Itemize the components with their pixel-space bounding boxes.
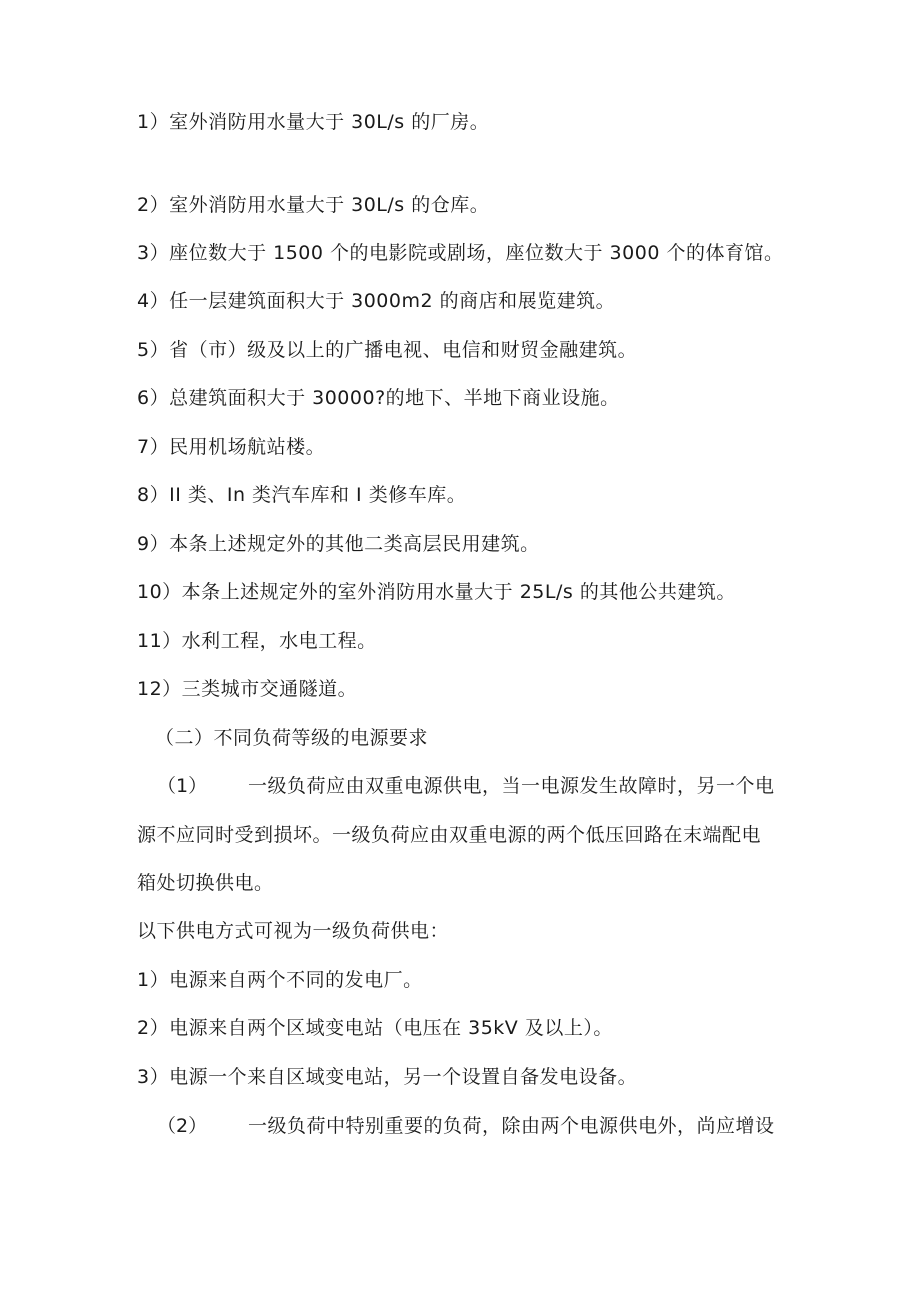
paragraph-line: 箱处切换供电。	[137, 872, 274, 894]
intro-text: 以下供电方式可视为一级负荷供电：	[137, 920, 450, 942]
list-item: 3）座位数大于 1500 个的电影院或剧场，座位数大于 3000 个的体育馆。	[137, 242, 784, 264]
list-item: 9）本条上述规定外的其他二类高层民用建筑。	[137, 533, 540, 555]
list-item: 6）总建筑面积大于 30000?的地下、半地下商业设施。	[137, 387, 620, 409]
paragraph-number: （1）	[157, 775, 208, 797]
list-item: 3）电源一个来自区域变电站，另一个设置自备发电设备。	[137, 1066, 638, 1088]
list-item: 7）民用机场航站楼。	[137, 436, 326, 458]
list-item: 1）室外消防用水量大于 30L/s 的厂房。	[137, 111, 490, 133]
paragraph-line: 源不应同时受到损坏。一级负荷应由双重电源的两个低压回路在末端配电	[137, 824, 762, 846]
list-item: 2）室外消防用水量大于 30L/s 的仓库。	[137, 194, 490, 216]
list-item: 5）省（市）级及以上的广播电视、电信和财贸金融建筑。	[137, 339, 638, 361]
paragraph-line: 一级负荷中特别重要的负荷，除由两个电源供电外，尚应增设	[248, 1115, 775, 1137]
list-item: 4）任一层建筑面积大于 3000m2 的商店和展览建筑。	[137, 290, 616, 312]
list-item: 12）三类城市交通隧道。	[137, 678, 358, 700]
list-item: 8）II 类、In 类汽车库和 I 类修车库。	[137, 484, 467, 506]
paragraph-line: 一级负荷应由双重电源供电，当一电源发生故障时，另一个电	[248, 775, 775, 797]
section-heading: （二）不同负荷等级的电源要求	[155, 727, 429, 749]
list-item: 11）水利工程，水电工程。	[137, 630, 377, 652]
paragraph-number: （2）	[157, 1115, 208, 1137]
list-item: 10）本条上述规定外的室外消防用水量大于 25L/s 的其他公共建筑。	[137, 581, 736, 603]
list-item: 1）电源来自两个不同的发电厂。	[137, 969, 423, 991]
list-item: 2）电源来自两个区域变电站（电压在 35kV 及以上）。	[137, 1017, 613, 1039]
